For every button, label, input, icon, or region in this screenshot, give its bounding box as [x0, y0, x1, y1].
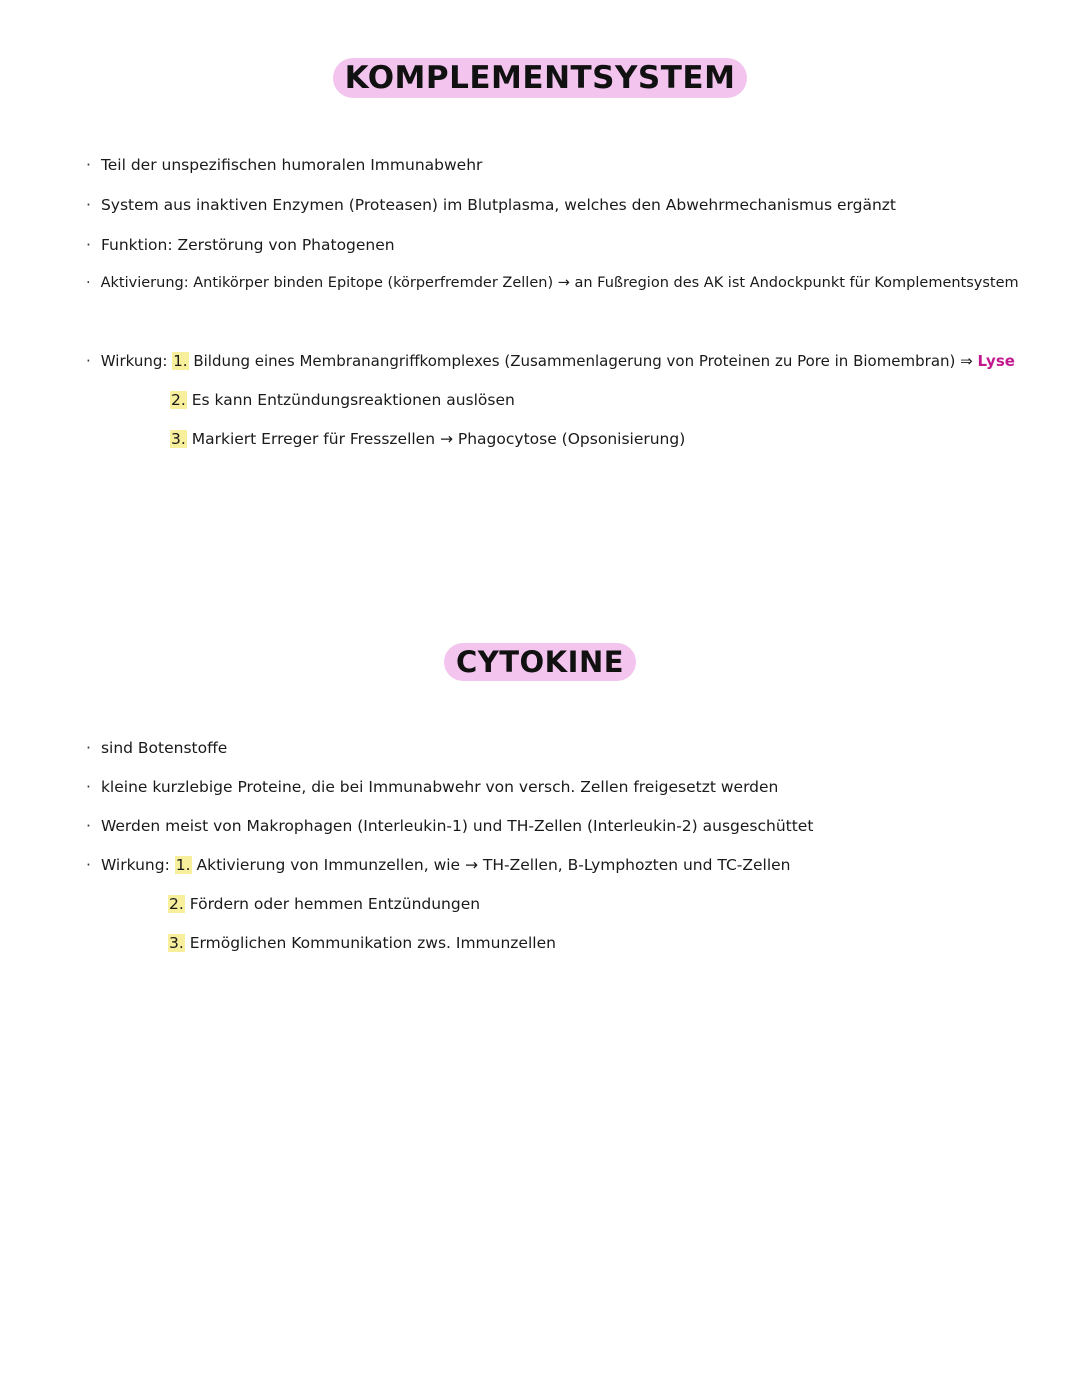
list-item-text: Funktion: Zerstörung von Phatogenen	[100, 236, 395, 254]
wirkung-number: 2.	[169, 895, 184, 913]
list-item	[86, 195, 896, 215]
wirkung-row	[168, 933, 556, 953]
wirkung-row	[170, 429, 685, 449]
list-item-text: sind Botenstoffe	[100, 739, 228, 757]
list-item	[86, 155, 482, 175]
list-item	[86, 235, 395, 255]
list-item	[86, 777, 778, 797]
heading-komplementsystem	[0, 58, 1080, 98]
bullet-dot: ·	[86, 739, 91, 757]
wirkung-row	[168, 894, 480, 914]
lyse-label: Lyse	[977, 352, 1015, 370]
wirkung-label: Wirkung:	[100, 856, 170, 874]
wirkung-text: Es kann Entzündungsreaktionen auslösen	[191, 391, 515, 409]
wirkung-row	[86, 855, 791, 875]
list-item-text: System aus inaktiven Enzymen (Proteasen) im Blutplasma, welches den Abwehrmechanismus ergänzt	[100, 196, 896, 214]
bullet-dot: ·	[86, 156, 91, 174]
bullet-dot: ·	[86, 817, 91, 835]
wirkung-number: 3.	[169, 934, 184, 952]
wirkung-number: 3.	[171, 430, 186, 448]
heading-highlight: KOMPLEMENTSYSTEM	[333, 58, 748, 98]
wirkung-row	[170, 390, 515, 410]
wirkung-text: Ermöglichen Kommunikation zws. Immunzellen	[189, 934, 556, 952]
wirkung-row	[86, 351, 1015, 371]
wirkung-number: 1.	[173, 352, 188, 370]
list-item	[86, 273, 1019, 293]
wirkung-number: 1.	[175, 856, 191, 874]
wirkung-text: Fördern oder hemmen Entzündungen	[189, 895, 481, 913]
wirkung-text: Aktivierung von Immunzellen, wie → TH-Zellen, B-Lymphozten und TC-Zellen	[196, 856, 791, 874]
heading-cytokine	[0, 643, 1080, 681]
list-item	[86, 816, 813, 836]
list-item-text: Teil der unspezifischen humoralen Immunabwehr	[100, 156, 483, 174]
bullet-dot: ·	[86, 778, 91, 796]
list-item-text: Aktivierung: Antikörper binden Epitope (körperfremder Zellen) → an Fußregion des AK ist Andockpunkt für Komplementsystem	[100, 275, 1019, 291]
bullet-dot: ·	[86, 196, 91, 214]
bullet-dot: ·	[86, 275, 91, 291]
bullet-dot: ·	[86, 856, 91, 874]
bullet-dot: ·	[86, 236, 91, 254]
heading-highlight: CYTOKINE	[444, 643, 636, 681]
wirkung-text: Markiert Erreger für Fresszellen → Phagocytose (Opsonisierung)	[191, 430, 686, 448]
wirkung-text: Bildung eines Membranangriffkomplexes (Zusammenlagerung von Proteinen zu Pore in Biomembran) ⇒	[193, 352, 973, 370]
list-item-text: Werden meist von Makrophagen (Interleukin-1) und TH-Zellen (Interleukin-2) ausgeschüttet	[100, 817, 814, 835]
wirkung-label: Wirkung:	[100, 352, 168, 370]
wirkung-number: 2.	[171, 391, 186, 409]
bullet-dot: ·	[86, 352, 91, 370]
list-item-text: kleine kurzlebige Proteine, die bei Immunabwehr von versch. Zellen freigesetzt werden	[100, 778, 779, 796]
list-item	[86, 738, 227, 758]
